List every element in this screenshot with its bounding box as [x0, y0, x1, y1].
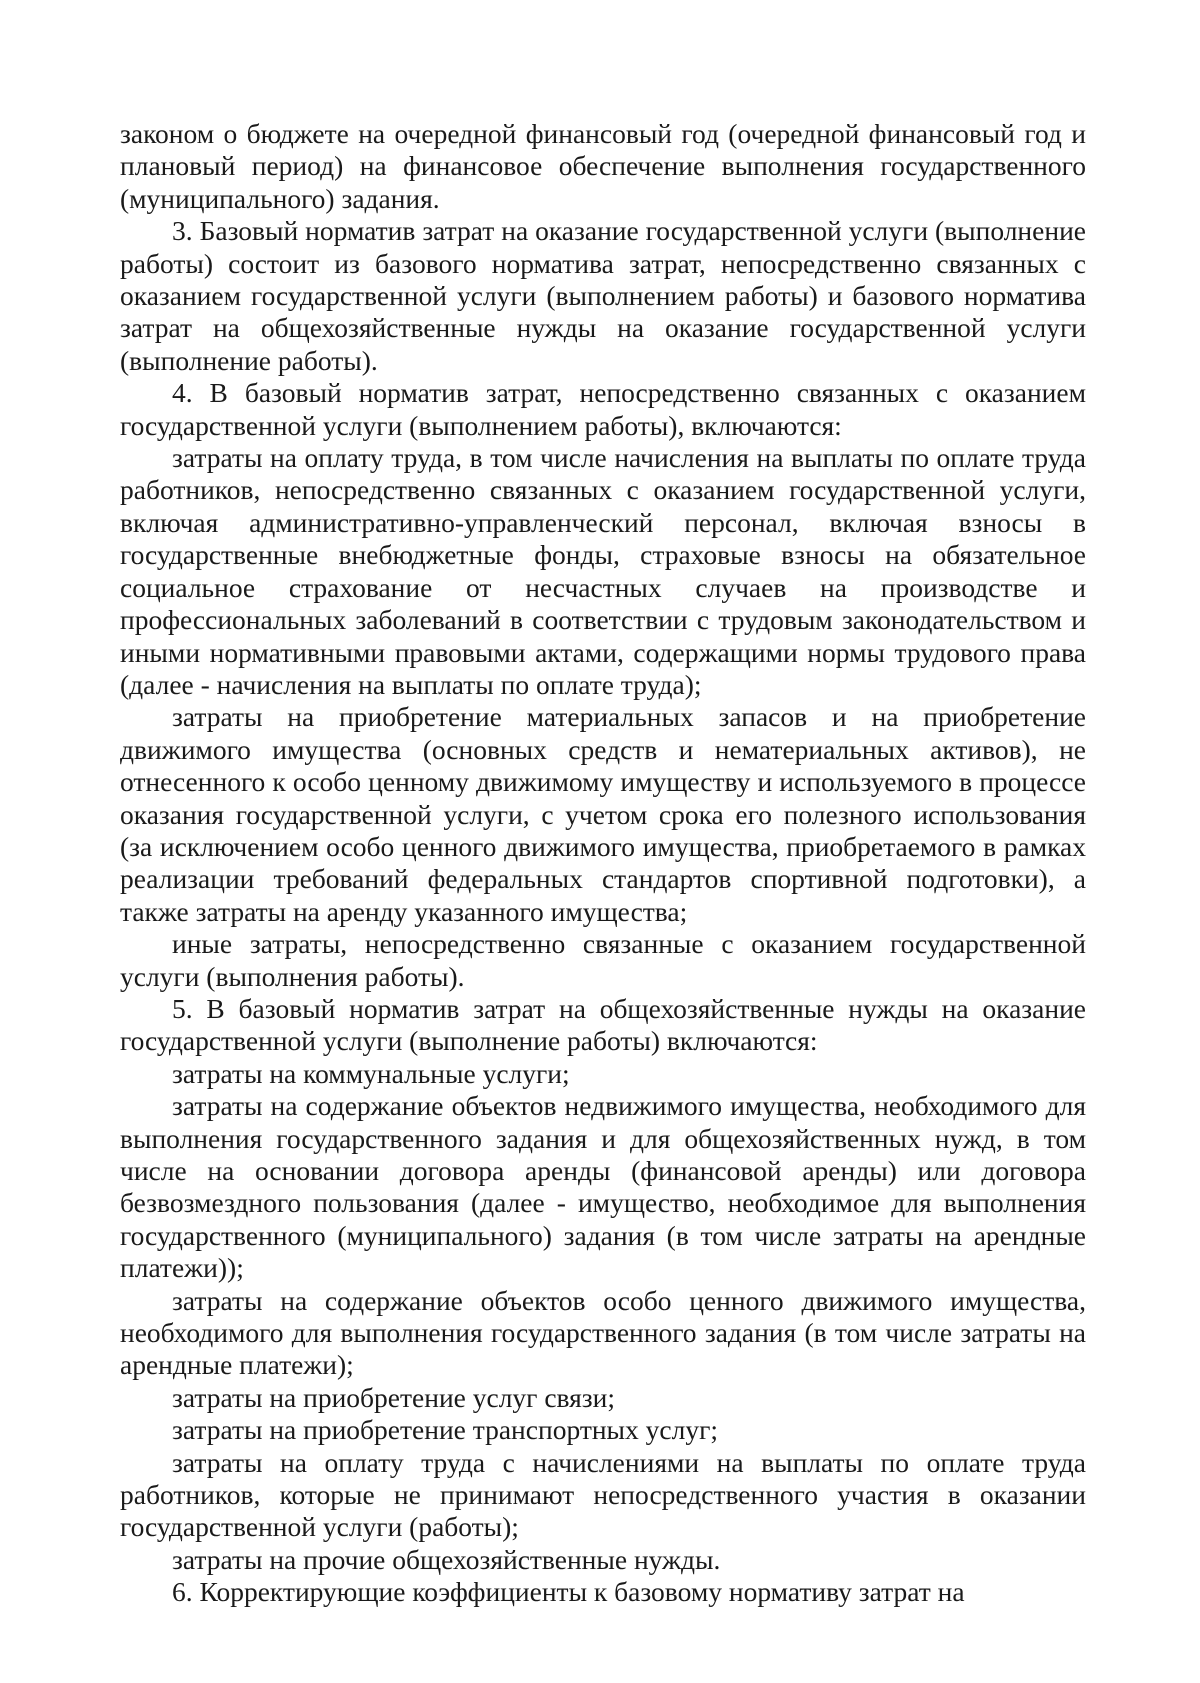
- paragraph-continuation: законом о бюджете на очередной финансовый год (очередной финансовый год и плановый период) на финансовое обеспечение выполнения государственного (муниципального) задания.: [120, 118, 1086, 214]
- paragraph-item-3: 3. Базовый норматив затрат на оказание государственной услуги (выполнение работы) состоит из базового норматива затрат, непосредственно связанных с оказанием государственной услуги (выполнением работы) и базового норматива затрат на общехозяйственные нужды на оказание государственной услуги (выполнение работы).: [120, 215, 1086, 376]
- paragraph-transport-costs: затраты на приобретение транспортных услуг;: [172, 1414, 719, 1446]
- paragraph-misc-costs: затраты на прочие общехозяйственные нужды.: [172, 1543, 721, 1575]
- paragraph-item-6: 6. Корректирующие коэффициенты к базовому нормативу затрат на: [172, 1576, 965, 1608]
- paragraph-item-4: 4. В базовый норматив затрат, непосредственно связанных с оказанием государственной услуги (выполнением работы), включаются:: [120, 377, 1086, 441]
- paragraph-real-estate-costs: затраты на содержание объектов недвижимого имущества, необходимого для выполнения государственного задания и для общехозяйственных нужд, в том числе на основании договора аренды (финансовой аренды) или договора безвозмездного пользования (далее - имущество, необходимое для выполнения государственного (муниципального) задания (в том числе затраты на арендные платежи));: [120, 1090, 1086, 1284]
- paragraph-movable-property-costs: затраты на содержание объектов особо ценного движимого имущества, необходимого для выполнения государственного задания (в том числе затраты на арендные платежи);: [120, 1284, 1086, 1381]
- paragraph-other-direct-costs: иные затраты, непосредственно связанные с оказанием государственной услуги (выполнения работы).: [120, 928, 1086, 992]
- paragraph-communication-costs: затраты на приобретение услуг связи;: [172, 1381, 616, 1413]
- document-body: [120, 118, 1086, 1609]
- paragraph-labor-costs: затраты на оплату труда, в том числе начисления на выплаты по оплате труда работников, непосредственно связанных с оказанием государственной услуги, включая административно-управленческий персонал, включая взносы в государственные внебюджетные фонды, страховые взносы на обязательное социальное страхование от несчастных случаев на производстве и профессиональных заболеваний в соответствии с трудовым законодательством и иными нормативными правовыми актами, содержащими нормы трудового права (далее - начисления на выплаты по оплате труда);: [120, 442, 1086, 700]
- paragraph-indirect-labor-costs: затраты на оплату труда с начислениями на выплаты по оплате труда работников, которые не принимают непосредственного участия в оказании государственной услуги (работы);: [120, 1446, 1086, 1543]
- paragraph-item-5: 5. В базовый норматив затрат на общехозяйственные нужды на оказание государственной услуги (выполнение работы) включаются:: [120, 992, 1086, 1057]
- paragraph-utility-costs: затраты на коммунальные услуги;: [172, 1057, 570, 1089]
- paragraph-material-costs: затраты на приобретение материальных запасов и на приобретение движимого имущества (основных средств и нематериальных активов), не отнесенного к особо ценному движимому имуществу и используемого в процессе оказания государственной услуги, с учетом срока его полезного использования (за исключением особо ценного движимого имущества, приобретаемого в рамках реализации требований федеральных стандартов спортивной подготовки), а также затраты на аренду указанного имущества;: [120, 701, 1086, 927]
